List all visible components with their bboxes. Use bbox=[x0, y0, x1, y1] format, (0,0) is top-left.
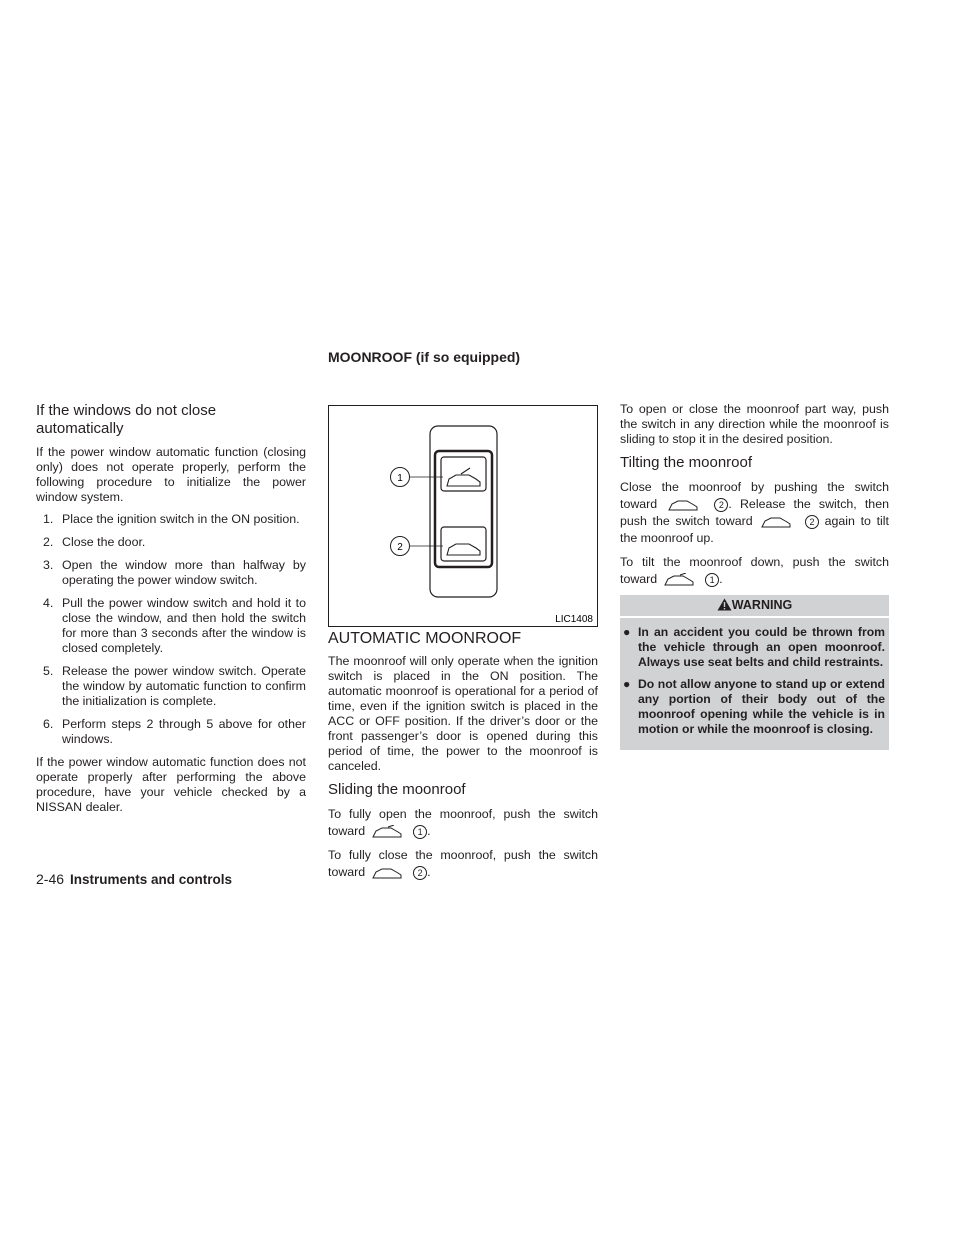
partway-text: To open or close the moonroof part way, push the switch in any direction while the moonroof is sliding to stop it in the desired position. bbox=[620, 402, 889, 446]
callout-1: 1 bbox=[397, 473, 403, 484]
sliding-heading: Sliding the moonroof bbox=[328, 781, 466, 798]
moonroof-closed-car-icon bbox=[372, 866, 402, 880]
open-instruction: To fully open the moonroof, push the switch toward 1 . bbox=[328, 807, 598, 838]
left-intro: If the power window automatic function (closing only) does not operate properly, perform the following procedure to initialize the power window system. bbox=[36, 445, 306, 504]
callout-2: 2 bbox=[397, 542, 403, 553]
warning-box bbox=[620, 595, 889, 750]
steps-list bbox=[36, 512, 306, 747]
ref-num-2-icon: 2 bbox=[714, 498, 728, 512]
ref-num-2-icon: 2 bbox=[805, 515, 819, 529]
figure-code: LIC1408 bbox=[555, 614, 593, 625]
left-outro: If the power window automatic function does not operate properly after performing the above procedure, have your vehicle checked by a NISSAN dealer. bbox=[36, 755, 306, 814]
warning-header bbox=[620, 595, 889, 618]
page-number: 2-46 bbox=[36, 871, 65, 887]
right-column bbox=[620, 402, 889, 595]
moonroof-switch-figure bbox=[328, 405, 598, 627]
list-item: ● Do not allow anyone to stand up or extend any portion of their body out of the moonroof opening while the vehicle is in motion or while the moonroof is closing. bbox=[623, 677, 885, 736]
warning-list bbox=[620, 618, 889, 750]
tilt-up-instruction: Close the moonroof by pushing the switch toward 2 . Release the switch, then push the switch toward 2 again to tilt the moonroof up. bbox=[620, 480, 889, 545]
tilt-down-instruction: To tilt the moonroof down, push the switch toward 1 . bbox=[620, 555, 889, 586]
moonroof-closed-car-icon bbox=[761, 515, 791, 529]
list-item: 1. Place the ignition switch in the ON position. bbox=[43, 512, 300, 526]
list-item: 3. Open the window more than halfway by operating the power window switch. bbox=[43, 558, 306, 587]
moonroof-closed-car-icon bbox=[668, 498, 698, 512]
warning-title: WARNING bbox=[731, 598, 793, 612]
list-item: ● In an accident you could be thrown from the vehicle through an open moonroof. Always use seat belts and child restraints. bbox=[623, 625, 885, 669]
ref-num-2-icon: 2 bbox=[413, 866, 427, 880]
middle-column bbox=[328, 631, 598, 888]
moonroof-open-car-icon bbox=[664, 573, 694, 587]
automatic-moonroof-heading: AUTOMATIC MOONROOF bbox=[328, 630, 522, 647]
left-heading: If the windows do not close automatically bbox=[36, 402, 217, 437]
ref-num-1-icon: 1 bbox=[413, 825, 427, 839]
chapter-title: Instruments and controls bbox=[70, 872, 233, 887]
list-item: 6. Perform steps 2 through 5 above for other windows. bbox=[43, 717, 306, 746]
ref-num-1-icon: 1 bbox=[705, 573, 719, 587]
moonroof-switch-illustration bbox=[329, 406, 597, 626]
page-footer bbox=[36, 871, 232, 887]
list-item: 4. Pull the power window switch and hold it to close the window, and then hold the switch for more than 3 seconds after the window is closed completely. bbox=[43, 596, 306, 655]
automatic-moonroof-body: The moonroof will only operate when the ignition switch is placed in the ON position. The automatic moonroof is operational for a period of time, even if the ignition switch is placed in the ACC or OFF position. If the driver’s door or the front passenger’s door is opened during this period of time, the power to the moonroof is canceled. bbox=[328, 654, 598, 773]
warning-triangle-icon bbox=[717, 598, 732, 611]
close-instruction: To fully close the moonroof, push the switch toward 2 . bbox=[328, 848, 598, 879]
list-item: 2. Close the door. bbox=[43, 535, 146, 549]
list-item: 5. Release the power window switch. Operate the window by automatic function to confirm the initialization is complete. bbox=[43, 664, 306, 708]
left-column bbox=[36, 402, 306, 822]
tilting-heading: Tilting the moonroof bbox=[620, 454, 753, 471]
moonroof-open-car-icon bbox=[372, 825, 402, 839]
section-title: MOONROOF (if so equipped) bbox=[328, 349, 521, 365]
